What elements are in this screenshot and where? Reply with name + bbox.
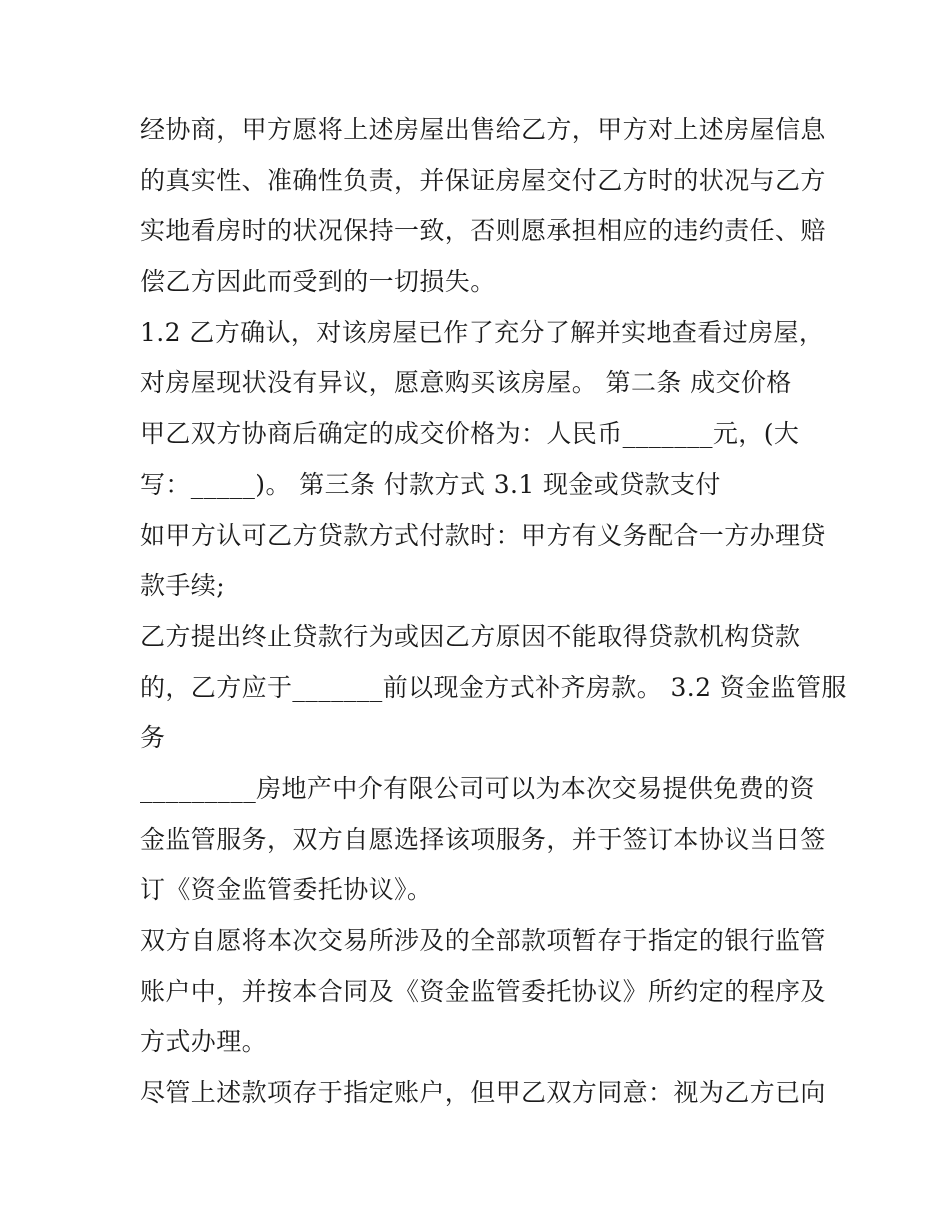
text-line: 乙方提出终止贷款行为或因乙方原因不能取得贷款机构贷款 [140,621,801,651]
text-line: 对房屋现状没有异议，愿意购买该房屋。 第二条 成交价格 [140,368,792,398]
text-line: 务 [140,723,166,753]
text-line: 1.2 乙方确认，对该房屋已作了充分了解并实地查看过房屋， [140,317,825,347]
text-line: 款手续; [140,571,226,601]
text-line: 账户中，并按本合同及《资金监管委托协议》所约定的程序及 [140,976,826,1006]
text-line: 甲乙双方协商后确定的成交价格为：人民币_______元，(大 [140,419,800,449]
text-line: 写：_____)。 第三条 付款方式 3.1 现金或贷款支付 [140,469,721,499]
text-line: 金监管服务，双方自愿选择该项服务，并于签订本协议当日签 [140,824,826,854]
text-line: _________房地产中介有限公司可以为本次交易提供免费的资 [140,773,815,803]
text-line: 实地看房时的状况保持一致，否则愿承担相应的违约责任、赔 [140,216,826,246]
document-body [140,105,847,1119]
text-line: 双方自愿将本次交易所涉及的全部款项暂存于指定的银行监管 [140,926,826,955]
text-line: 如甲方认可乙方贷款方式付款时：甲方有义务配合一方办理贷 [140,520,826,550]
text-line: 的，乙方应于_______前以现金方式补齐房款。 3.2 资金监管服 [140,672,847,702]
text-line: 方式办理。 [140,1027,268,1057]
text-line: 的真实性、准确性负责，并保证房屋交付乙方时的状况与乙方 [140,165,826,195]
text-line: 订《资金监管委托协议》。 [140,875,433,905]
text-line: 偿乙方因此而受到的一切损失。 [140,267,496,297]
text-line: 尽管上述款项存于指定账户，但甲乙双方同意：视为乙方已向 [140,1078,826,1108]
text-line: 经协商，甲方愿将上述房屋出售给乙方，甲方对上述房屋信息 [140,115,826,144]
